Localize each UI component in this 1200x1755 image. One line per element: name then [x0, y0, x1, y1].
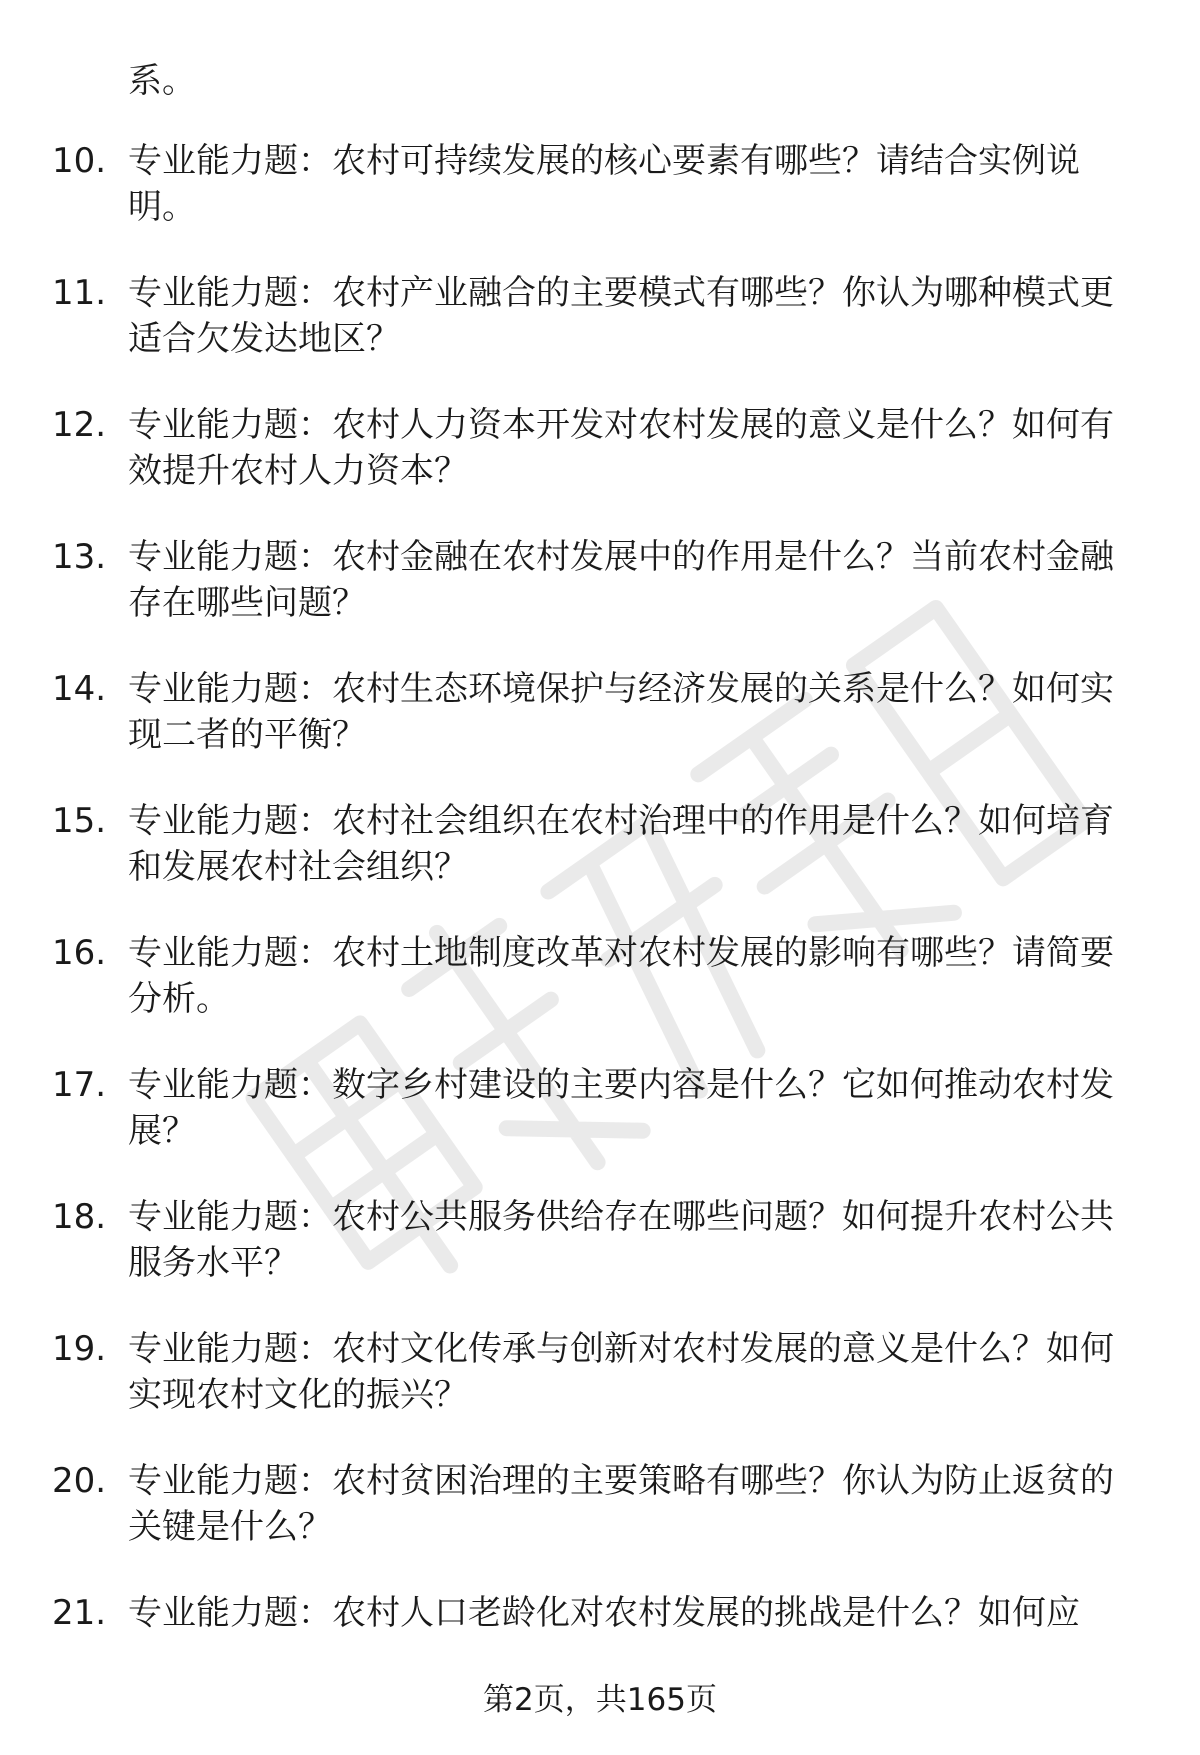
- question-text: 专业能力题：农村人口老龄化对农村发展的挑战是什么？如何应: [128, 1593, 1080, 1633]
- question-item: [0, 270, 1200, 402]
- question-item: [0, 798, 1200, 930]
- question-item: [0, 1194, 1200, 1326]
- question-number: 20.: [52, 1461, 107, 1501]
- question-text: 专业能力题：农村产业融合的主要模式有哪些？你认为哪种模式更适合欠发达地区？: [128, 273, 1114, 359]
- question-item: [0, 534, 1200, 666]
- question-text: 专业能力题：农村公共服务供给存在哪些问题？如何提升农村公共服务水平？: [128, 1197, 1114, 1283]
- question-number: 17.: [52, 1065, 107, 1105]
- question-text: 专业能力题：农村社会组织在农村治理中的作用是什么？如何培育和发展农村社会组织？: [128, 801, 1114, 887]
- question-number: 16.: [52, 933, 107, 973]
- question-number: 15.: [52, 801, 107, 841]
- question-text: 专业能力题：农村贫困治理的主要策略有哪些？你认为防止返贫的关键是什么？: [128, 1461, 1114, 1547]
- question-list: [0, 138, 1200, 1722]
- question-number: 11.: [52, 273, 107, 313]
- question-number: 12.: [52, 405, 107, 445]
- question-number: 18.: [52, 1197, 107, 1237]
- question-number: 14.: [52, 669, 107, 709]
- question-item: [0, 1326, 1200, 1458]
- question-item: [0, 402, 1200, 534]
- question-text: 专业能力题：农村土地制度改革对农村发展的影响有哪些？请简要分析。: [128, 933, 1114, 1019]
- question-text: 专业能力题：数字乡村建设的主要内容是什么？它如何推动农村发展？: [128, 1065, 1114, 1151]
- question-item: [0, 666, 1200, 798]
- question-number: 21.: [52, 1593, 107, 1633]
- question-item: [0, 1062, 1200, 1194]
- continuation-text: 系。: [128, 61, 196, 101]
- question-number: 13.: [52, 537, 107, 577]
- question-item: [0, 138, 1200, 270]
- question-text: 专业能力题：农村金融在农村发展中的作用是什么？当前农村金融存在哪些问题？: [128, 537, 1114, 623]
- question-item: [0, 1458, 1200, 1590]
- question-number: 19.: [52, 1329, 107, 1369]
- question-number: 10.: [52, 141, 107, 181]
- question-text: 专业能力题：农村生态环境保护与经济发展的关系是什么？如何实现二者的平衡？: [128, 669, 1114, 755]
- question-item: [0, 930, 1200, 1062]
- question-text: 专业能力题：农村可持续发展的核心要素有哪些？请结合实例说明。: [128, 141, 1080, 227]
- question-text: 专业能力题：农村文化传承与创新对农村发展的意义是什么？如何实现农村文化的振兴？: [128, 1329, 1114, 1415]
- page-footer: 第2页，共165页: [483, 1682, 717, 1718]
- question-text: 专业能力题：农村人力资本开发对农村发展的意义是什么？如何有效提升农村人力资本？: [128, 405, 1114, 491]
